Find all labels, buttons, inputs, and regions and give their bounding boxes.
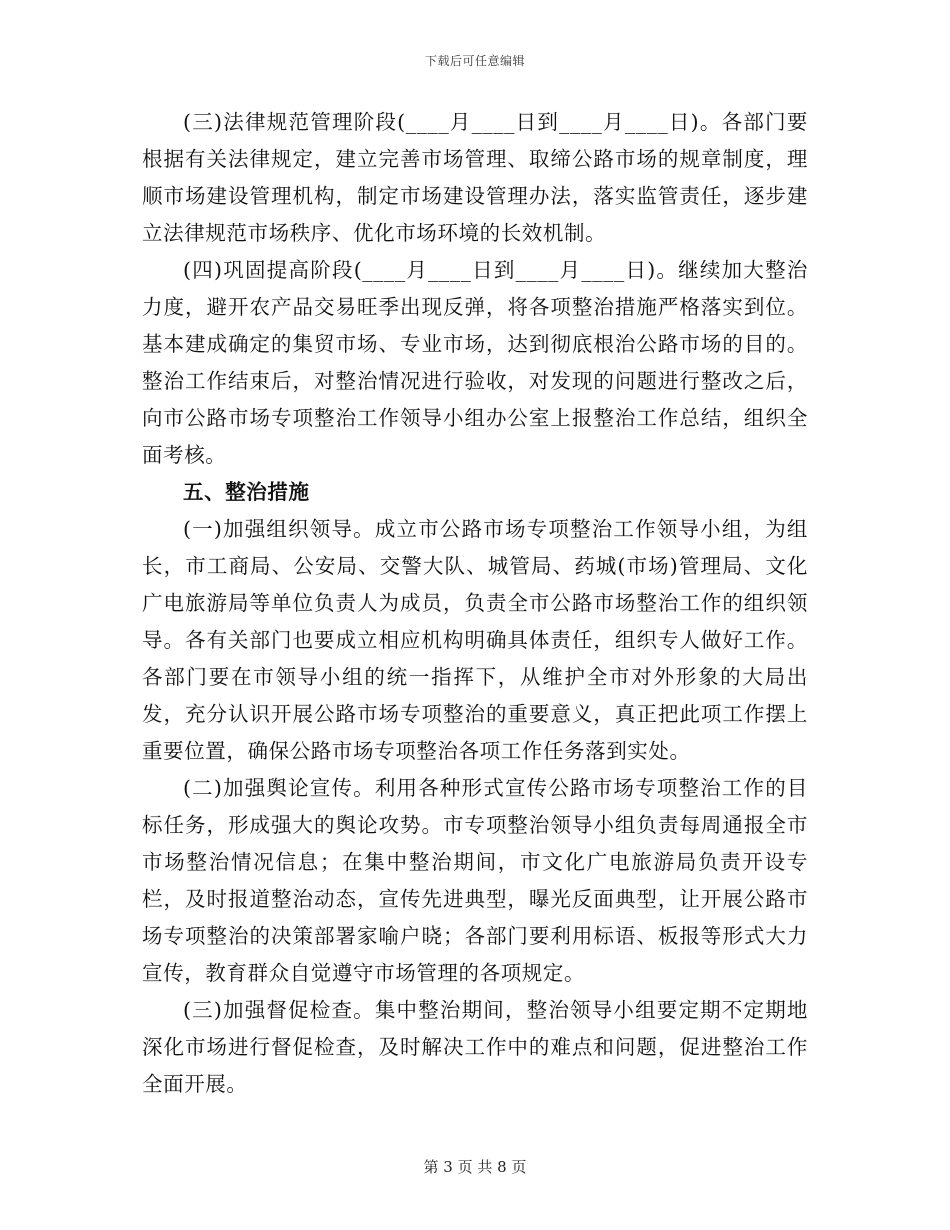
page-number: 第 3 页 共 8 页 [423, 1158, 527, 1176]
page-header: 下载后可任意编辑 [424, 54, 525, 68]
paragraph-inspection: (三)加强督促检查。集中整治期间，整治领导小组要定期不定期地深化市场进行督促检查，及时解决工作中的难点和问题，促进整治工作全面开展。 [142, 998, 808, 1096]
paragraph-stage-three: (三)法律规范管理阶段(____月____日到____月____日)。各部门要根据有关法律规定，建立完善市场管理、取缔公路市场的规章制度，理顺市场建设管理机构，制定市场建设管理办法，落实监管责任，逐步建立法律规范市场秩序、优化市场环境的长效机制。 [142, 110, 808, 245]
paragraph-stage-four: (四)巩固提高阶段(____月____日到____月____日)。继续加大整治力度，避开农产品交易旺季出现反弹，将各项整治措施严格落实到位。基本建成确定的集贸市场、专业市场，达到彻底根治公路市场的目的。整治工作结束后，对整治情况进行验收，对发现的问题进行整改之后，向市公路市场专项整治工作领导小组办公室上报整治工作总结，组织全面考核。 [142, 258, 808, 467]
section-heading-measures: 五、整治措施 [183, 480, 310, 504]
document-body [142, 104, 808, 1103]
paragraph-organization: (一)加强组织领导。成立市公路市场专项整治工作领导小组，为组长，市工商局、公安局、交警大队、城管局、药城(市场)管理局、文化广电旅游局等单位负责人为成员，负责全市公路市场整治工作的组织领导。各有关部门也要成立相应机构明确具体责任，组织专人做好工作。各部门要在市领导小组的统一指挥下，从维护全市对外形象的大局出发，充分认识开展公路市场专项整治的重要意义，真正把此项工作摆上重要位置，确保公路市场专项整治各项工作任务落到实处。 [142, 517, 808, 763]
paragraph-publicity: (二)加强舆论宣传。利用各种形式宣传公路市场专项整治工作的目标任务，形成强大的舆论攻势。市专项整治领导小组负责每周通报全市市场整治情况信息；在集中整治期间，市文化广电旅游局负责开设专栏，及时报道整治动态，宣传先进典型，曝光反面典型，让开展公路市场专项整治的决策部署家喻户晓；各部门要利用标语、板报等形式大力宣传，教育群众自觉遵守市场管理的各项规定。 [142, 776, 808, 985]
